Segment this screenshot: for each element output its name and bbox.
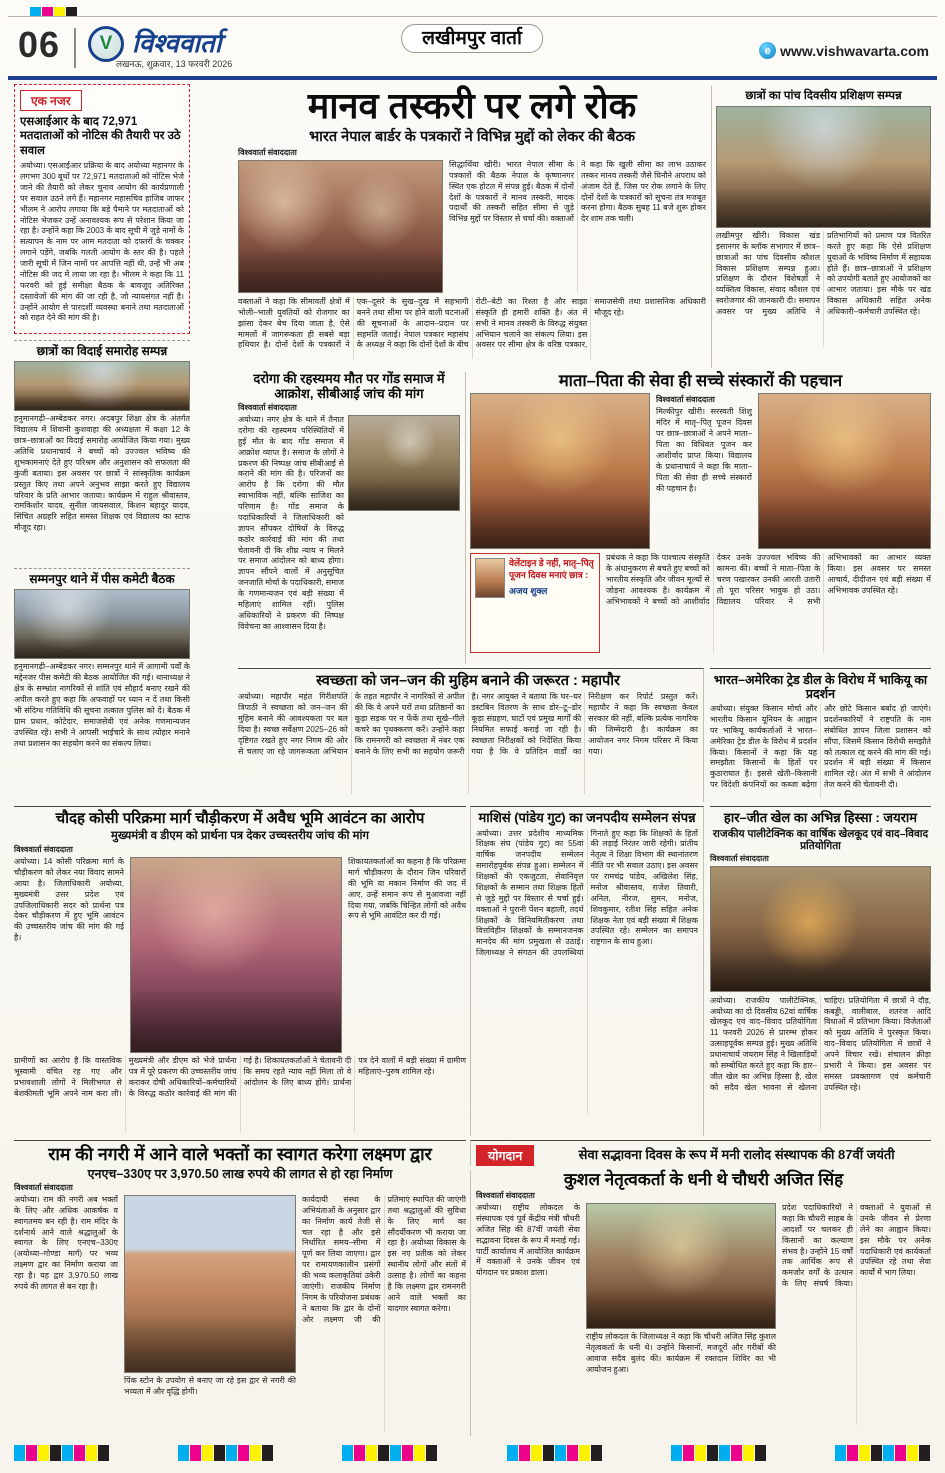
masthead-rule	[8, 76, 937, 80]
page-number: 06	[18, 24, 61, 65]
mata-pita-photo-left	[470, 393, 650, 549]
yogdan-headline: सेवा सद्भावना दिवस के रूप में मनी रालोद संस्थापक की 87वीं जयंती	[578, 1147, 895, 1163]
farewell-body: हनुमानगढ़ी–अम्बेडकर नगर। अदबपुर शिक्षा क्षेत्र के अंतर्गत विद्यालय में शिवानी कुशवाहा की अध्यक्षता में कक्षा 12 के छात्र–छात्राओं का विदाई समारोह आयोजित किया गया। मुख्य अतिथि प्रधानाचार्य ने बच्चों को उज्ज्वल भविष्य की शुभकामनाएं देते हुए परिश्रम और अनुशासन को सफलता की कुंजी बताया। इस अवसर पर छात्रों ने सांस्कृतिक कार्यक्रम प्रस्तुत किए तथा अपने अनुभव साझा करते हुए विद्यालय परिवार के प्रति आभार जताया। कार्यक्रम में राहुल श्रीवास्तव, रामकिशोर यादव, सुनील जायसवाल, किशन बहादुर यादव, सिंचित अग्रहरि सहित समस्त शिक्षक एवं विद्यालय का स्टाफ मौजूद रहा।	[14, 414, 190, 533]
lead-body-bottom: वक्ताओं ने कहा कि सीमावर्ती क्षेत्रों में भोली–भाली युवतियों को रोजगार का झांसा देकर बेच दिया जाता है, ऐसे मामलों में जागरूकता ही सबसे बड़ा हथियार है। दोनों देशों के पत्रकारों ने एक–दूसरे के सुख–दुख में सहभागी बनने तथा सीमा पर होने वाली घटनाओं की सूचनाओं के आदान–प्रदान पर सहमति जताई। नेपाल पत्रकार महासंघ के अध्यक्ष ने कहा कि दोनों देशों के बीच रोटी–बेटी का रिश्ता है और साझा संस्कृति ही हमारी शक्ति है। अंत में सभी ने मानव तस्करी के विरुद्ध संयुक्त अभियान चलाने का संकल्प लिया। इस अवसर पर सीमा क्षेत्र के वरिष्ठ पत्रकार, समाजसेवी तथा प्रशासनिक अधिकारी मौजूद रहे।	[238, 296, 706, 350]
lakshman-byline: विश्ववार्ता संवाददाता	[14, 1182, 73, 1192]
cmyk-swatch-group	[507, 1445, 603, 1461]
color-swatch	[342, 1445, 353, 1461]
color-swatch	[591, 1445, 602, 1461]
color-swatch	[74, 1445, 85, 1461]
color-swatch	[555, 1445, 566, 1461]
mata-pita-headline: माता–पिता की सेवा ही सच्चे संस्कारों की पहचान	[558, 372, 843, 390]
color-swatch	[190, 1445, 201, 1461]
color-swatch	[507, 1445, 518, 1461]
chaudhary-byline: विश्ववार्ता संवाददाता	[476, 1191, 535, 1201]
article-trade-deal	[710, 668, 931, 802]
lead-body-right: सिद्धार्थिया खीरी। भारत नेपाल सीमा के पत्रकारों की बैठक नेपाल के कृष्णानगर स्थित एक होटल में संपन्न हुई। बैठक में दोनों देशों के पत्रकारों ने मानव तस्करी, मादक पदार्थों की तस्करी सहित सीमा से जुड़े विभिन्न मुद्दों पर विस्तार से चर्चा की। वक्ताओं ने कहा कि खुली सीमा का लाभ उठाकर तस्कर मानव तस्करी जैसे घिनौने अपराध को अंजाम देते हैं, जिस पर रोक लगाने के लिए दोनों देशों के पत्रकारों को सूचना तंत्र मजबूत करना होगा। बैठक सुबह 11 बजे शुरू होकर देर शाम तक चली।	[449, 159, 706, 224]
color-swatch	[531, 1445, 542, 1461]
khel-byline: विश्ववार्ता संवाददाता	[710, 853, 769, 863]
sidebar-farewell-article	[14, 340, 190, 562]
lakshman-body-left: अयोध्या। राम की नगरी अब भक्तों के लिए और अधिक आकर्षक व स्वागतमय बन रही है। राम मंदिर के दर्शनार्थ आने वाले श्रद्धालुओं के स्वागत के लिए एनएच–330ए (अयोध्या–गोण्डा मार्ग) पर भव्य लक्ष्मण द्वार का निर्माण कराया जा रहा है। यह द्वार 3,970.50 लाख रुपये की लागत से बन रहा है।	[14, 1194, 118, 1291]
print-color-bar	[14, 1444, 931, 1462]
daroga-headline: दरोगा की रहस्यमय मौत पर गोंड समाज में आक्रोश, सीबीआई जांच की मांग	[253, 371, 445, 401]
chaudhary-photo	[586, 1203, 776, 1329]
lakshman-photo	[124, 1195, 296, 1373]
color-swatch	[883, 1445, 894, 1461]
khel-body: अयोध्या। राजकीय पालीटेक्निक, अयोध्या का दो दिवसीय 62वां वार्षिक खेलकूद एवं वाद–विवाद प्रतियोगिता 11 फरवरी 2026 से प्रारम्भ होकर उत्साहपूर्वक सम्पन्न हुई। मुख्य अतिथि प्रधानाचार्य जयराम सिंह ने खिलाड़ियों को सम्बोधित करते हुए कहा कि हार–जीत खेल का अभिन्न हिस्सा है, खेल को सदैव खेल भावना से खेलना चाहिए। प्रतियोगिता में छात्रों ने दौड़, कबड्डी, वालीबाल, शतरंज आदि विधाओं में प्रतिभाग किया। विजेताओं को मुख्य अतिथि ने पुरस्कृत किया। वाद–विवाद प्रतियोगिता में छात्रों ने अपने विचार रखे। संचालन क्रीड़ा प्रभारी ने किया। इस अवसर पर समस्त प्रवक्तागण एवं कर्मचारी उपस्थित रहे।	[710, 995, 931, 1092]
chaudhary-body-right: प्रदेश पदाधिकारियों ने कहा कि चौधरी साहब के आदर्शों पर चलकर ही किसानों का कल्याण संभव है। उन्होंने 15 वर्षों तक आर्थिक रूप से कमजोर वर्गों के उत्थान के लिए संघर्ष किया। वक्ताओं ने युवाओं से उनके जीवन से प्रेरणा लेने का आह्वान किया। इस मौके पर अनेक पदाधिकारी एवं कार्यकर्ता उपस्थित रहे तथा सेवा कार्यों में भाग लिया।	[782, 1203, 931, 1289]
top-registration-marks	[30, 4, 78, 22]
color-swatch	[719, 1445, 730, 1461]
color-swatch	[859, 1445, 870, 1461]
color-swatch	[262, 1445, 273, 1461]
color-swatch	[86, 1445, 97, 1461]
notice-body: अयोध्या। एसआईआर प्रक्रिया के बाद अयोध्या महानगर के लगभग 300 बूथों पर 72,971 मतदाताओं को नोटिस भेजे जाने की तैयारी को लेकर चुनाव आयोग की कार्यप्रणाली पर सवाल उठने लगे हैं। महानगर महासचिव हाजिब जाफर भीलम ने आरोप लगाया कि बड़े पैमाने पर मतदाताओं को नोटिस भेजकर उन्हें अनावश्यक रूप से परेशान किया जा रहा है। उन्होंने कहा कि 2003 के बाद सूची में जुड़े नामों के सत्यापन के नाम पर आम मतदाता को दफ्तरों के चक्कर लगाने पड़ेंगे, जबकि गलती आयोग के स्तर की है। पहले जारी सूची में जिन नामों पर आपत्ति नहीं थी, उन्हें भी अब नोटिस की जद में लाया जा रहा है। भीलम ने कहा कि 11 फरवरी को हुई समीक्षा बैठक के बावजूद अतिरिक्त दस्तावेजों की मांग की जा रही है, जो न्यायसंगत नहीं है। उन्होंने आयोग से पारदर्शी व्यवस्था बनाने तथा मतदाताओं को राहत देने की मांग की है।	[20, 161, 184, 323]
color-swatch	[519, 1445, 530, 1461]
color-swatch	[98, 1445, 109, 1461]
color-swatch	[414, 1445, 425, 1461]
color-swatch	[743, 1445, 754, 1461]
article-training	[716, 90, 931, 368]
color-swatch	[354, 1445, 365, 1461]
peace-photo	[14, 589, 190, 659]
color-swatch	[366, 1445, 377, 1461]
lakshman-body-right: कार्यदायी संस्था के अभियंताओं के अनुसार द्वार का निर्माण कार्य तेजी से चल रहा है और इसे निर्धारित समय–सीमा में पूर्ण कर लिया जाएगा। द्वार पर रामायणकालीन प्रसंगों की भव्य कलाकृतियां उकेरी जाएंगी। राजकीय निर्माण निगम के परियोजना प्रबंधक ने बताया कि द्वार के दोनों ओर लक्ष्मण जी की प्रतिमाएं स्थापित की जाएंगी तथा श्रद्धालुओं की सुविधा के लिए मार्ग का सौंदर्यीकरण भी कराया जा रहा है। अयोध्या विकास के इस नए प्रतीक को लेकर स्थानीय लोगों और संतों में उत्साह है। लोगों का कहना है कि लक्ष्मण द्वार रामनगरी आने वाले भक्तों का यादगार स्वागत करेगा।	[302, 1194, 466, 1324]
lakshman-body-under: पिंक स्टोन के उपयोग से बनाए जा रहे इस द्वार से नगरी की भव्यता में और वृद्धि होगी।	[124, 1375, 296, 1396]
color-swatch	[871, 1445, 882, 1461]
color-swatch	[390, 1445, 401, 1461]
color-swatch	[579, 1445, 590, 1461]
quote-text: वेलेंटाइन डे नहीं, मातृ–पितृ पूजन दिवस मनाएं छात्र :	[509, 558, 594, 581]
chaudhary-headline: कुशल नेतृत्वकर्ता के धनी थे चौधरी अजित सिंह	[563, 1170, 844, 1189]
parikrama-body-left: अयोध्या। 14 कोसी परिक्रमा मार्ग के चौड़ीकरण को लेकर नया विवाद सामने आया है। जिलाधिकारी अयोध्या, मुख्यमंत्री उत्तर प्रदेश एवं उपजिलाधिकारी सदर को प्रार्थना पत्र देकर चौड़ीकरण में हुए भूमि आवंटन की उच्चस्तरीय जांच की मांग की गई है।	[14, 857, 124, 943]
sidebar-peace-article	[14, 568, 190, 810]
color-swatch	[426, 1445, 437, 1461]
ek-nazar-tag: एक नजर	[20, 90, 82, 111]
chaudhary-body-left: अयोध्या। राष्ट्रीय लोकदल के संस्थापक एवं पूर्व केंद्रीय मंत्री चौधरी अजित सिंह की 87वीं जयंती सेवा सद्भावना दिवस के रूप में मनाई गई। पार्टी कार्यालय में आयोजित कार्यक्रम में वक्ताओं ने उनके जीवन एवं योगदान पर प्रकाश डाला।	[476, 1203, 580, 1278]
article-mata-pita	[470, 372, 931, 664]
article-lakshman-dwar	[14, 1140, 466, 1436]
color-swatch	[50, 1445, 61, 1461]
article-lead	[238, 86, 712, 368]
color-swatch	[238, 1445, 249, 1461]
color-swatch	[707, 1445, 718, 1461]
color-swatch	[695, 1445, 706, 1461]
lead-headline: मानव तस्करी पर लगे रोक	[307, 85, 637, 126]
khel-headline: हार–जीत खेल का अभिन्न हिस्सा : जयराम	[723, 810, 918, 825]
article-swachhta	[238, 668, 704, 802]
article-chaudhary	[470, 1170, 931, 1436]
color-swatch	[26, 1445, 37, 1461]
color-swatch	[402, 1445, 413, 1461]
lead-subhead: भारत नेपाल बार्डर के पत्रकारों ने विभिन्न मुद्दों को लेकर की बैठक	[308, 129, 636, 146]
article-khel	[710, 806, 931, 1136]
cmyk-swatch-group	[342, 1445, 438, 1461]
sidebar-ek-nazar	[14, 84, 190, 334]
notice-headline: एसआईआर के बाद 72,971 मतदाताओं को नोटिस की तैयारी पर उठे सवाल	[20, 116, 181, 157]
khel-subhead: राजकीय पालीटेक्निक का वार्षिक खेलकूद एवं वाद–विवाद प्रतियोगिता	[712, 827, 929, 852]
color-swatch	[919, 1445, 930, 1461]
color-swatch	[835, 1445, 846, 1461]
lead-byline: विश्ववार्ता संवाददाता	[238, 147, 297, 157]
globe-icon: e	[759, 42, 776, 59]
cmyk-swatch-group	[14, 1445, 110, 1461]
daroga-body: अयोध्या। नगर क्षेत्र के थाने में तैनात दरोगा की रहस्यमय परिस्थितियों में हुई मौत के बाद गोंड समाज में आक्रोश व्याप्त है। समाज के लोगों ने प्रकरण की निष्पक्ष जांच सीबीआई से कराने की मांग की है। परिजनों का आरोप है कि दरोगा की मौत स्वाभाविक नहीं, बल्कि साजिश का परिणाम है। गोंड समाज के पदाधिकारियों ने जिलाधिकारी को ज्ञापन सौंपकर दोषियों के विरुद्ध कठोर कार्रवाई की मांग की तथा चेतावनी दी कि शीघ्र न्याय न मिलने पर समाज आंदोलन को बाध्य होगा। ज्ञापन सौंपने वालों में अनुसूचित जनजाति मोर्चा के पदाधिकारी, समाज के गणमान्यजन एवं बड़ी संख्या में महिलाएं शामिल रहीं। पुलिस अधिकारियों ने प्रकरण की निष्पक्ष विवेचना का आश्वासन दिया है।	[238, 415, 344, 631]
website-link[interactable]: www.vishwavarta.com	[780, 42, 929, 59]
header-divider	[74, 28, 76, 68]
farewell-headline: छात्रों का विदाई समारोह सम्पन्न	[36, 344, 168, 358]
quote-attribution: अजय शुक्ल	[509, 585, 548, 596]
swachhta-body: अयोध्या। महापौर महंत गिरीशपति त्रिपाठी ने स्वच्छता को जन–जन की मुहिम बनाने की आवश्यकता पर बल दिया है। स्वच्छ सर्वेक्षण 2025–26 को दृष्टिगत रखते हुए नगर निगम की ओर से चलाए जा रहे जागरूकता अभियान के तहत महापौर ने नागरिकों से अपील की कि वे अपने घरों तथा प्रतिष्ठानों का कूड़ा सड़क पर न फेंकें तथा सूखे–गीले कचरे का पृथक्करण करें। उन्होंने कहा कि रामनगरी को स्वच्छता में नंबर एक बनाने के लिए सभी का सहयोग जरूरी है। नगर आयुक्त ने बताया कि घर–घर डस्टबिन वितरण के साथ डोर–टू–डोर कूड़ा संग्रहण, घाटों एवं प्रमुख मार्गों की नियमित सफाई कराई जा रही है। स्वच्छता निरीक्षकों को निर्देशित किया गया है कि वे प्रतिदिन वार्डों का निरीक्षण कर रिपोर्ट प्रस्तुत करें। महापौर ने कहा कि स्वच्छता केवल सरकार की नहीं, बल्कि प्रत्येक नागरिक की जिम्मेदारी है। कार्यक्रम का आयोजन नगर निगम परिसर में किया गया।	[238, 692, 698, 756]
quote-portrait-photo	[475, 558, 505, 598]
training-headline: छात्रों का पांच दिवसीय प्रशिक्षण सम्पन्न	[745, 90, 902, 102]
yogdan-strip	[470, 1140, 931, 1166]
color-swatch	[543, 1445, 554, 1461]
article-parikrama	[14, 806, 466, 1136]
parikrama-body-bottom: ग्रामीणों का आरोप है कि वास्तविक भूस्वामी वंचित रह गए और प्रभावशाली लोगों ने मिलीभगत से बेशकीमती भूमि अपने नाम करा ली। मुख्यमंत्री और डीएम को भेजे प्रार्थना पत्र में पूरे प्रकरण की उच्चस्तरीय जांच कराकर दोषी अधिकारियों–कर्मचारियों के विरुद्ध कठोर कार्रवाई की मांग की गई है। शिकायतकर्ताओं ने चेतावनी दी कि समय रहते न्याय नहीं मिला तो वे आंदोलन के लिए बाध्य होंगे। प्रार्थना पत्र देने वालों में बड़ी संख्या में ग्रामीण महिलाएं–पुरुष शामिल रहे।	[14, 1056, 466, 1098]
sammelan-body: अयोध्या। उत्तर प्रदेशीय माध्यमिक शिक्षक संघ (पांडेय गुट) का 55वां वार्षिक जनपदीय सम्मेलन समारोहपूर्वक संपन्न हुआ। सम्मेलन में शिक्षकों की एकजुटता, सेवानिवृत्त शिक्षकों के सम्मान तथा शिक्षक हितों से जुड़े मुद्दों पर विस्तार से चर्चा हुई। वक्ताओं ने पुरानी पेंशन बहाली, तदर्थ शिक्षकों के विनियमितीकरण तथा वित्तविहीन शिक्षकों के सम्मानजनक मानदेय की मांग प्रमुखता से उठाई। जिलाध्यक्ष ने संगठन की उपलब्धियां गिनाते हुए कहा कि शिक्षकों के हितों की लड़ाई निरंतर जारी रहेगी। प्रांतीय नेतृत्व ने शिक्षा विभाग की स्थानांतरण नीति पर भी सवाल उठाए। इस अवसर पर रामचंद्र पांडेय, अखिलेश सिंह, मनोज श्रीवास्तव, राजेश तिवारी, अनिल, नीरज, सुमन, मनोज, शिवकुमार, रतीश सिंह सहित अनेक शिक्षक नेता एवं बड़ी संख्या में शिक्षक उपस्थित रहे। सम्मेलन का समापन राष्ट्रगान के साथ हुआ।	[476, 828, 698, 958]
parikrama-subhead: मुख्यमंत्री व डीएम को प्रार्थना पत्र देकर उच्चस्तरीय जांच की मांग	[110, 829, 370, 842]
quote-box	[470, 553, 600, 653]
training-photo	[716, 106, 931, 228]
swachhta-headline: स्वच्छता को जन–जन की मुहिम बनाने की जरूरत : महापौर	[316, 673, 620, 689]
color-swatch	[567, 1445, 578, 1461]
article-daroga	[238, 372, 466, 664]
mata-pita-intro: मिल्कीपुर खीरी। सरस्वती शिशु मंदिर में मातृ–पितृ पूजन दिवस पर छात्र–छात्राओं ने अपने माता–पिता का विधिवत पूजन कर आशीर्वाद प्राप्त किया। विद्यालय के प्रधानाचार्य ने कहा कि माता–पिता की सेवा ही सच्चे संस्कारों की पहचान है।	[656, 407, 752, 493]
color-swatch	[226, 1445, 237, 1461]
masthead-title: विश्ववार्ता	[132, 28, 222, 58]
color-swatch	[847, 1445, 858, 1461]
mata-pita-photo-right	[758, 393, 931, 549]
masthead-logo-icon: V	[88, 26, 124, 62]
article-sammelan	[470, 806, 704, 1136]
sammelan-headline: माशिसं (पांडेय गुट) का जनपदीय सम्मेलन संपन्न	[478, 810, 696, 825]
color-swatch	[250, 1445, 261, 1461]
daroga-byline: विश्ववार्ता संवाददाता	[238, 403, 297, 413]
color-swatch	[62, 1445, 73, 1461]
color-swatch	[683, 1445, 694, 1461]
color-swatch	[178, 1445, 189, 1461]
mata-pita-byline: विश्ववार्ता संवाददाता	[656, 395, 715, 405]
color-swatch	[895, 1445, 906, 1461]
parikrama-byline: विश्ववार्ता संवाददाता	[14, 845, 73, 855]
peace-headline: सम्मनपुर थाने में पीस कमेटी बैठक	[29, 572, 175, 586]
mata-pita-body: प्रबंधक ने कहा कि पाश्चात्य संस्कृति के अंधानुकरण से बचते हुए बच्चों को भारतीय संस्कृति और जीवन मूल्यों से जोड़ना आवश्यक है। कार्यक्रम में अभिभावकों ने बच्चों को आशीर्वाद देकर उनके उज्ज्वल भविष्य की कामना की। बच्चों ने माता–पिता के चरण पखारकर उनकी आरती उतारी तो पूरा परिसर भावुक हो उठा। विद्यालय परिवार ने सभी अभिभावकों का आभार व्यक्त किया। इस अवसर पर समस्त आचार्य, दीदीजन एवं बड़ी संख्या में अभिभावक उपस्थित रहे।	[606, 553, 931, 606]
parikrama-body-right: शिकायतकर्ताओं का कहना है कि परिक्रमा मार्ग चौड़ीकरण के दौरान जिन परिवारों की भूमि या मकान निर्माण की जद में आए, उन्हें समान रूप से मुआवजा नहीं दिया गया, जबकि चिन्हित लोगों को अवैध रूप से भूमि आवंटित कर दी गई।	[348, 857, 466, 921]
color-swatch	[14, 1445, 25, 1461]
lakshman-subhead: एनएच–330ए पर 3,970.50 लाख रुपये की लागत से हो रहा निर्माण	[87, 1166, 393, 1181]
color-swatch	[731, 1445, 742, 1461]
khel-photo	[710, 866, 931, 992]
header-top-rule	[8, 16, 937, 17]
cmyk-swatch-group	[835, 1445, 931, 1461]
parikrama-headline: चौदह कोसी परिक्रमा मार्ग चौड़ीकरण में अवैध भूमि आवंटन का आरोप	[55, 810, 425, 827]
training-body: लखीमपुर खीरी। विकास खंड इसानगर के ब्लॉक सभागार में छात्र–छात्राओं का पांच दिवसीय कौशल विकास प्रशिक्षण सम्पन्न हुआ। प्रशिक्षण के दौरान विशेषज्ञों ने व्यक्तित्व विकास, संवाद कौशल एवं स्वरोजगार की जानकारी दी। समापन अवसर पर मुख्य अतिथि ने प्रतिभागियों को प्रमाण पत्र वितरित करते हुए कहा कि ऐसे प्रशिक्षण युवाओं के भविष्य निर्माण में सहायक होते हैं। छात्र–छात्राओं ने प्रशिक्षण को उपयोगी बताते हुए आयोजकों का आभार जताया। इस मौके पर खंड विकास अधिकारी सहित अनेक अधिकारी–कर्मचारी उपस्थित रहे।	[716, 230, 931, 316]
lead-photo	[238, 160, 443, 293]
section-title: लखीमपुर वार्ता	[401, 24, 543, 53]
farewell-photo	[14, 361, 190, 411]
daroga-photo	[348, 415, 460, 511]
trade-headline: भारत–अमेरिका ट्रेड डील के विरोध में भाकियू का प्रदर्शन	[713, 673, 928, 701]
cmyk-swatch-group	[671, 1445, 767, 1461]
color-swatch	[202, 1445, 213, 1461]
peace-body: हनुमानगढ़ी–अम्बेडकर नगर। सम्मनपुर थाने में आगामी पर्वों के मद्देनजर पीस कमेटी की बैठक आयोजित की गई। थानाध्यक्ष ने क्षेत्र के सम्भ्रांत नागरिकों से शांति एवं सौहार्द बनाए रखने की अपील करते हुए कहा कि अफवाहों पर ध्यान न दें तथा किसी भी संदिग्ध गतिविधि की सूचना तत्काल पुलिस को दें। बैठक में ग्राम प्रधान, कोटेदार, समाजसेवी एवं अनेक गणमान्यजन उपस्थित रहे। सभी ने आपसी भाईचारे के साथ त्योहार मनाने तथा प्रशासन का सहयोग करने का संकल्प लिया।	[14, 662, 190, 748]
color-swatch	[38, 1445, 49, 1461]
color-swatch	[214, 1445, 225, 1461]
lakshman-headline: राम की नगरी में आने वाले भक्तों का स्वागत करेगा लक्ष्मण द्वार	[48, 1144, 432, 1164]
chaudhary-body-under: राष्ट्रीय लोकदल के जिलाध्यक्ष ने कहा कि चौधरी अजित सिंह कुशल नेतृत्वकर्ता के धनी थे। उन्होंने किसानों, मजदूरों और गरीबों की आवाज सदैव बुलंद की। कार्यक्रम में रक्तदान शिविर का भी आयोजन हुआ।	[586, 1332, 776, 1374]
cmyk-swatch-group	[178, 1445, 274, 1461]
color-swatch	[755, 1445, 766, 1461]
color-swatch	[671, 1445, 682, 1461]
color-swatch	[378, 1445, 389, 1461]
edition-line: लखनऊ, शुक्रवार, 13 फरवरी 2026	[116, 59, 233, 69]
yogdan-tag: योगदान	[476, 1145, 534, 1166]
parikrama-photo	[130, 857, 342, 1053]
color-swatch	[907, 1445, 918, 1461]
trade-body: अयोध्या। संयुक्त किसान मोर्चा और भारतीय किसान यूनियन के आह्वान पर भाकियू कार्यकर्ताओं ने भारत–अमेरिका ट्रेड डील के विरोध में प्रदर्शन किया। किसानों ने कहा कि यह समझौता किसानों के हितों पर कुठाराघात है। इससे खेती–किसानी पर विदेशी कंपनियों का कब्जा बढ़ेगा और छोटे किसान बर्बाद हो जाएंगे। प्रदर्शनकारियों ने राष्ट्रपति के नाम संबोधित ज्ञापन जिला प्रशासन को सौंपा, जिसमें किसान विरोधी समझौते को तत्काल रद्द करने की मांग की गई। प्रदर्शन में बड़ी संख्या में किसान शामिल रहे। अंत में सभी ने आंदोलन तेज करने की चेतावनी दी।	[710, 704, 931, 790]
